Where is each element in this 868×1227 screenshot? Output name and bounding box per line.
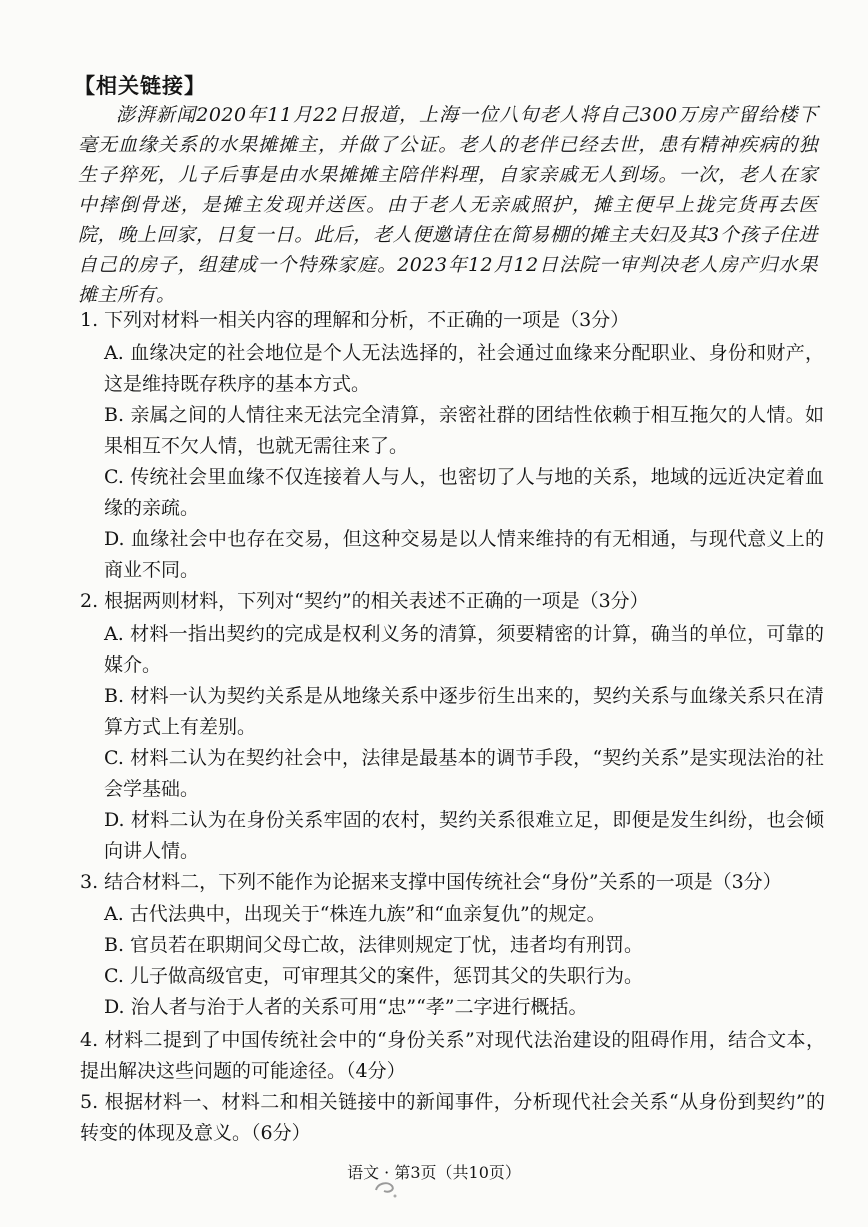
question-2-option-b: B. 材料一认为契约关系是从地缘关系中逐步衍生出来的，契约关系与血缘关系只在清算方式上有差别。 [104,685,824,738]
question-2-option-d: D. 材料二认为在身份关系牢固的农村，契约关系很难立足，即便是发生纠纷，也会倾向讲人情。 [104,809,824,862]
scan-smudge-mark [372,1178,402,1202]
question-1-option-a: A. 血缘决定的社会地位是个人无法选择的，社会通过血缘来分配职业、身份和财产，这是维持既存秩序的基本方式。 [104,342,824,395]
question-5-stem: 5. 根据材料一、材料二和相关链接中的新闻事件，分析现代社会关系“从身份到契约”的转变的体现及意义。（6分） [80,1091,825,1144]
question-3-option-a: A. 古代法典中，出现关于“株连九族”和“血亲复仇”的规定。 [104,903,606,925]
question-2-option-c: C. 材料二认为在契约社会中，法律是最基本的调节手段，“契约关系”是实现法治的社会学基础。 [104,747,824,800]
question-2-option-a: A. 材料一指出契约的完成是权利义务的清算，须要精密的计算，确当的单位，可靠的媒介。 [104,623,824,676]
question-3-stem: 3. 结合材料二，下列不能作为论据来支撑中国传统社会“身份”关系的一项是（3分） [80,871,782,893]
question-1-stem: 1. 下列对材料一相关内容的理解和分析，不正确的一项是（3分） [80,309,630,331]
question-3-option-d: D. 治人者与治于人者的关系可用“忠”“孝”二字进行概括。 [104,996,588,1018]
question-3-option-b: B. 官员若在职期间父母亡故，法律则规定丁忧，违者均有刑罚。 [104,934,644,956]
question-1-option-b: B. 亲属之间的人情往来无法完全清算，亲密社群的团结性依赖于相互拖欠的人情。如果相互不欠人情，也就无需往来了。 [104,404,824,457]
page-footer: 语文 · 第3页（共10页） [347,1163,521,1182]
question-3-option-c: C. 儿子做高级官吏，可审理其父的案件，惩罚其父的失职行为。 [104,965,643,987]
question-4-stem: 4. 材料二提到了中国传统社会中的“身份关系”对现代法治建设的阻碍作用，结合文本，提出解决这些问题的可能途径。（4分） [80,1029,825,1082]
question-2-stem: 2. 根据两则材料，下列对“契约”的相关表述不正确的一项是（3分） [80,590,649,612]
related-link-news: 澎湃新闻2020年11月22日报道，上海一位八旬老人将自己300万房产留给楼下毫无血缘关系的水果摊摊主，并做了公证。老人的老伴已经去世，患有精神疾病的独生子猝死，儿子后事是由水果摊摊主陪伴料理，自家亲戚无人到场。一次，老人在家中摔倒骨迷，是摊主发现并送医。由于老人无亲戚照护，摊主便早上拢完货再去医院，晚上回家，日复一日。此后，老人便邀请住在简易棚的摊主夫妇及其3个孩子住进自己的房子，组建成一个特殊家庭。2023年12月12日法院一审判决老人房产归水果摊主所有。 [78,104,818,306]
question-1-option-d: D. 血缘社会中也存在交易，但这种交易是以人情来维持的有无相通，与现代意义上的商业不同。 [104,528,824,581]
question-1-option-c: C. 传统社会里血缘不仅连接着人与人，也密切了人与地的关系，地域的远近决定着血缘的亲疏。 [104,466,824,519]
related-link-heading: 【相关链接】 [74,73,206,98]
